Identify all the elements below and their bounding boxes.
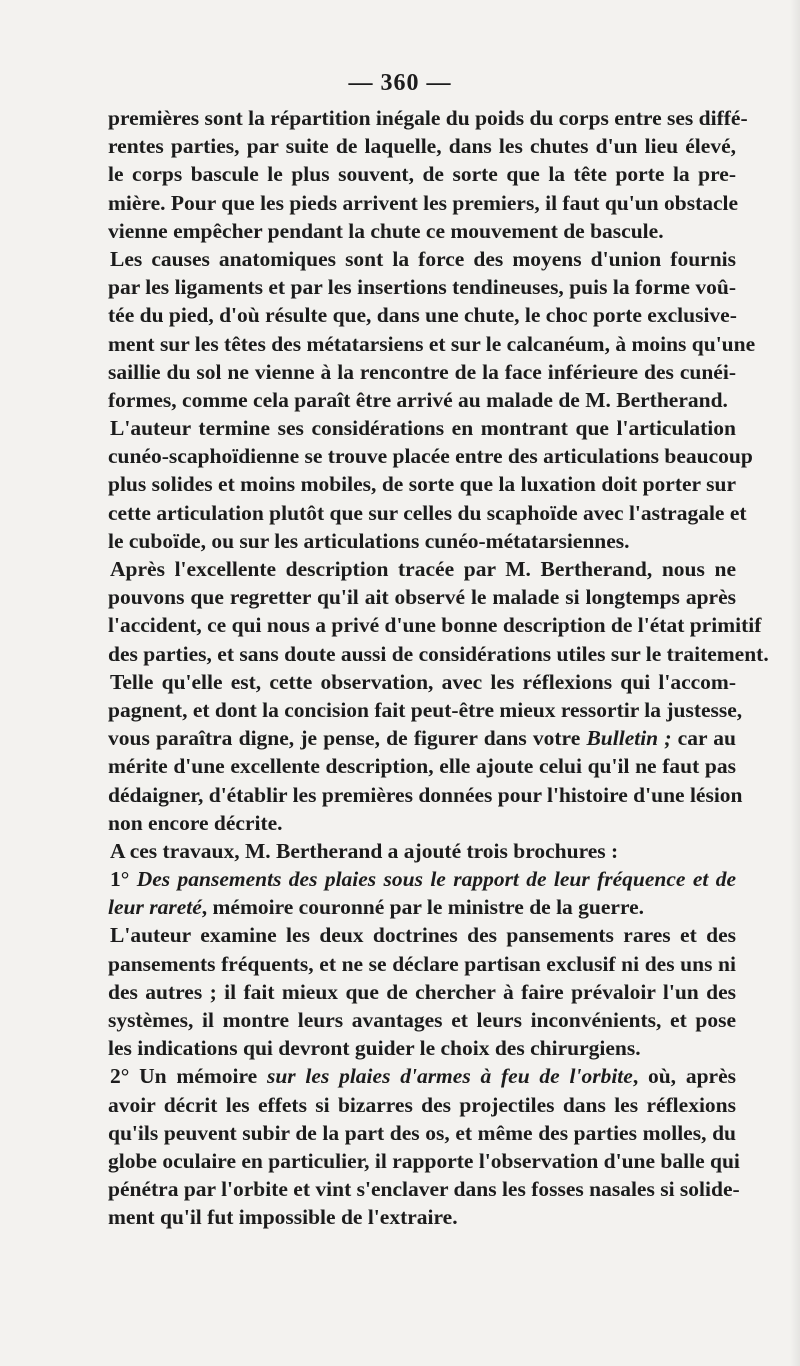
text-fragment: car au	[677, 726, 737, 751]
text-line: rentes parties, par suite de laquelle, dans les chutes d'un lieu élevé,	[108, 134, 736, 159]
list-number: 1°	[110, 867, 130, 892]
list-item-line	[108, 1062, 736, 1090]
text-fragment: 2° Un mémoire	[110, 1064, 258, 1089]
text-line: qu'ils peuvent subir de la part des os, et même des parties molles, du	[108, 1120, 736, 1145]
text-line: des autres ; il fait mieux que de chercher à faire prévaloir l'un des	[108, 979, 736, 1004]
text-line: ment qu'il fut impossible de l'extraire.	[108, 1205, 458, 1230]
text-line: tée du pied, d'où résulte que, dans une chute, le choc porte exclusive-	[108, 303, 737, 328]
text-line: pagnent, et dont la concision fait peut-être mieux ressortir la justesse,	[108, 697, 743, 722]
text-line: l'accident, ce qui nous a privé d'une bonne description de l'état primitif	[108, 613, 762, 638]
text-line: pouvons que regretter qu'il ait observé le malade si longtemps après	[108, 585, 736, 610]
italic-title: Des pansements des plaies sous le rapport de leur fréquence et de	[136, 867, 736, 892]
list-item-line	[108, 865, 736, 893]
text-line: formes, comme cela paraît être arrivé au malade de M. Bertherand.	[108, 387, 728, 412]
text-line: mérite d'une excellente description, elle ajoute celui qu'il ne faut pas	[108, 754, 736, 779]
text-line: non encore décrite.	[108, 810, 283, 835]
paragraph-start-line: Après l'excellente description tracée par M. Bertherand, nous ne	[110, 557, 736, 581]
italic-title: Bulletin ;	[586, 726, 672, 751]
paragraph-start-line: L'auteur examine les deux doctrines des pansements rares et des	[110, 923, 736, 948]
text-line: systèmes, il montre leurs avantages et leurs inconvénients, et pose	[108, 1008, 736, 1032]
text-line: le corps bascule le plus souvent, de sorte que la tête porte la pre-	[108, 162, 736, 187]
text-line: globe oculaire en particulier, il rapporte l'observation d'une balle qui	[108, 1148, 740, 1173]
paragraph-start-line: A ces travaux, M. Bertherand a ajouté trois brochures :	[110, 838, 619, 863]
text-line: pansements fréquents, et ne se déclare partisan exclusif ni des uns ni	[108, 951, 736, 976]
paragraph-start-line: Les causes anatomiques sont la force des moyens d'union fournis	[110, 246, 736, 271]
text-line: des parties, et sans doute aussi de considérations utiles sur le traitement.	[108, 641, 769, 666]
page-number: — 360 —	[348, 70, 452, 96]
italic-title: leur rareté	[108, 895, 202, 920]
text-fragment: , mémoire couronné par le ministre de la guerre.	[201, 895, 645, 920]
text-line: premières sont la répartition inégale du poids du corps entre ses diffé-	[108, 106, 748, 130]
text-fragment: , où, après	[632, 1064, 736, 1089]
text-line-with-italic	[108, 893, 736, 921]
body-text	[108, 104, 769, 1232]
text-line: le cuboïde, ou sur les articulations cunéo-métatarsiennes.	[108, 528, 630, 553]
text-line: mière. Pour que les pieds arrivent les premiers, il faut qu'un obstacle	[108, 190, 739, 215]
text-line: dédaigner, d'établir les premières données pour l'histoire d'une lésion	[108, 782, 743, 807]
italic-title: sur les plaies d'armes à feu de l'orbite	[266, 1064, 633, 1089]
text-line: par les ligaments et par les insertions tendineuses, puis la forme voû-	[108, 275, 736, 300]
text-line: cette articulation plutôt que sur celles du scaphoïde avec l'astragale et	[108, 500, 747, 525]
text-line: avoir décrit les effets si bizarres des projectiles dans les réflexions	[108, 1092, 736, 1117]
text-line: vienne empêcher pendant la chute ce mouvement de bascule.	[108, 218, 664, 243]
text-fragment: vous paraîtra digne, je pense, de figurer dans votre	[108, 726, 581, 751]
paragraph-start-line: L'auteur termine ses considérations en montrant que l'articulation	[110, 416, 736, 441]
text-line: ment sur les têtes des métatarsiens et sur le calcanéum, à moins qu'une	[108, 331, 756, 356]
text-line: saillie du sol ne vienne à la rencontre de la face inférieure des cunéi-	[108, 359, 736, 384]
text-line: plus solides et moins mobiles, de sorte que la luxation doit porter sur	[108, 472, 736, 497]
paragraph-start-line: Telle qu'elle est, cette observation, avec les réflexions qui l'accom-	[110, 669, 736, 694]
text-line-with-italic	[108, 724, 736, 752]
text-line: les indications qui devront guider le choix des chirurgiens.	[108, 1036, 641, 1061]
text-line: cunéo-scaphoïdienne se trouve placée entre des articulations beaucoup	[108, 444, 753, 469]
text-line: pénétra par l'orbite et vint s'enclaver dans les fosses nasales si solide-	[108, 1177, 740, 1202]
page-edge-shadow	[790, 0, 800, 1366]
